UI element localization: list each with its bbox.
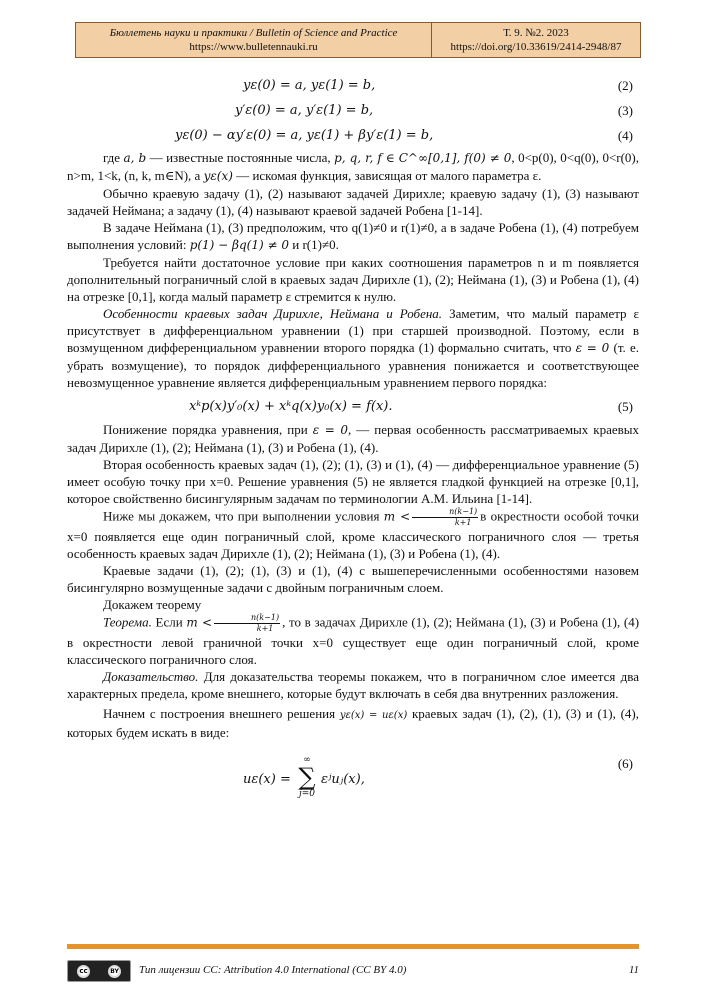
page-body xyxy=(67,74,639,811)
equation-3-number: (3) xyxy=(617,103,633,118)
license-text: Тип лицензии CC: Attribution 4.0 International (CC BY 4.0) xyxy=(139,964,407,976)
equation-4-number: (4) xyxy=(617,128,633,143)
paragraph-first-feature: Понижение порядка уравнения, при ε = 0, — первая особенность рассматриваемых краевых задач Дирихле (1), (2); Неймана (1), (3) и Робена (1), (4). xyxy=(67,422,640,455)
paragraph-theorem: Теорема. Если m < $\frac{n(k-1)}{k+1}$ , то в задачах Дирихле (1), (2); Неймана (1), (3) и Робена (1), (4) в окрестности левой граничной точки x=0 существует еще один пограничный слой, кроме классического пограничного слоя. xyxy=(67,613,640,667)
header-journal-cell xyxy=(76,23,432,57)
paragraph-features: Особенности краевых задач Дирихле, Неймана и Робена. Заметим, что малый параметр ε присутствует в дифференциальном уравнении (1) при старшей производной. Поэтому, если в возмущенном дифференциальном уравнении второго порядка (1) формально считать, что ε = 0 (т. е. убрать возмущение), то порядок дифференциального уравнения понижается и соответствующее невозмущенное уравнение является дифференциальным уравнением первого порядка: xyxy=(67,306,640,390)
paragraph-problem-names: Обычно краевую задачу (1), (2) называют задачей Дирихле; краевую задачу (1), (3) называют задачей Неймана; а задачу (1), (4) называют краевой задачей Робена [1-14]. xyxy=(67,186,639,218)
equation-4 xyxy=(67,124,639,149)
equation-4-formula: yε(0) − αy′ε(0) = a, yε(1) + βy′ε(1) = b, xyxy=(175,128,434,143)
journal-site[interactable]: https://www.bulletennauki.ru xyxy=(189,41,318,53)
cc-icon: cc xyxy=(77,965,90,978)
fraction: $\frac{n(k-1)}{k+1}$ xyxy=(412,507,478,528)
equation-5-number: (5) xyxy=(617,399,633,414)
doi-link[interactable]: https://doi.org/10.33619/2414-2948/87 xyxy=(450,41,622,53)
equation-2 xyxy=(67,74,639,99)
equation-6-lhs: uε(x) = xyxy=(243,772,291,787)
equation-5-formula: xᵏp(x)y′₀(x) + xᵏq(x)y₀(x) = f(x). xyxy=(189,399,393,414)
equation-3-formula: y′ε(0) = a, y′ε(1) = b, xyxy=(235,103,374,118)
cc-by-license-icon[interactable] xyxy=(67,960,131,982)
equation-6 xyxy=(67,751,639,811)
paragraph-definitions: где a, b — известные постоянные числа, p, q, r, f ∈ C^∞[0,1], f(0) ≠ 0, 0<p(0), 0<q(0), 0<r(0), n>m, 1<k, (n, k, m∈N), а yε(x) — искомая функция, зависящая от малого параметра ε. xyxy=(67,150,640,183)
equation-6-number: (6) xyxy=(617,756,633,771)
paragraph-goal: Требуется найти достаточное условие при каких соотношения параметров n и m появляется дополнительный пограничный слой в краевых задач Дирихле (1), (2); Неймана (1), (3) и Робена (1), (4) на отрезке [0,1], когда малый параметр ε стремится к нулю. xyxy=(67,255,639,304)
journal-header xyxy=(75,22,641,58)
paragraph-theorem-intro: Докажем теорему xyxy=(103,597,202,612)
footer xyxy=(67,958,639,982)
equation-5 xyxy=(67,391,639,421)
header-volume-cell xyxy=(432,23,640,57)
paragraph-third-feature: Ниже мы докажем, что при выполнении условия m < $\frac{n(k-1)}{k+1}$ в окрестности особой точки x=0 появляется еще один пограничный слой, кроме классического пограничного слоя — третья особенность краевых задач Дирихле (1), (2); Неймана (1), (3) и Робена (1), (4). xyxy=(67,507,639,561)
footer-rule xyxy=(67,944,639,949)
journal-title: Бюллетень науки и практики / Bulletin of Science and Practice xyxy=(109,27,398,39)
fraction: $\frac{n(k-1)}{k+1}$ xyxy=(214,613,280,634)
equation-2-number: (2) xyxy=(617,78,633,93)
by-icon: BY xyxy=(108,965,121,978)
paragraph-second-feature: Вторая особенность краевых задач (1), (2); (1), (3) и (1), (4) — дифференциальное уравнение (5) имеет особую точку при x=0. Решение уравнения (5) не является гладкой функцией на отрезке [0,1], которое свойственно бисингулярным задачам по терминологии А.М. Ильина [1-14]. xyxy=(67,457,639,506)
equation-6-rhs: εʲuⱼ(x), xyxy=(321,772,365,787)
equation-2-formula: yε(0) = a, yε(1) = b, xyxy=(243,78,376,93)
volume-info: Т. 9. №2. 2023 xyxy=(503,27,569,39)
page-number: 11 xyxy=(628,964,639,976)
paragraph-proof: Доказательство. Для доказательства теоремы покажем, что в пограничном слое имеется два характерных предела, кроме внешнего, которые будут включать в себя два внутренних разложения. xyxy=(67,669,640,701)
paragraph-conditions: В задаче Неймана (1), (3) предположим, что q(1)≠0 и r(1)≠0, а в задаче Робена (1), (4) потребуем выполнения условий: p(1) − βq(1) ≠ 0 и r(1)≠0. xyxy=(67,220,639,252)
summation-symbol: ∞ ∑ j=0 xyxy=(298,755,316,799)
equation-3 xyxy=(67,99,639,124)
paragraph-outer-solution: Начнем с построения внешнего решения yε(x) = uε(x) краевых задач (1), (2), (1), (3) и (1), (4), которых будем искать в виде: xyxy=(67,706,639,740)
paragraph-definition-bisingular: Краевые задачи (1), (2); (1), (3) и (1), (4) с вышеперечисленными особенностями назовем бисингулярно возмущенные задачи с двойным пограничным слоем. xyxy=(67,563,639,595)
